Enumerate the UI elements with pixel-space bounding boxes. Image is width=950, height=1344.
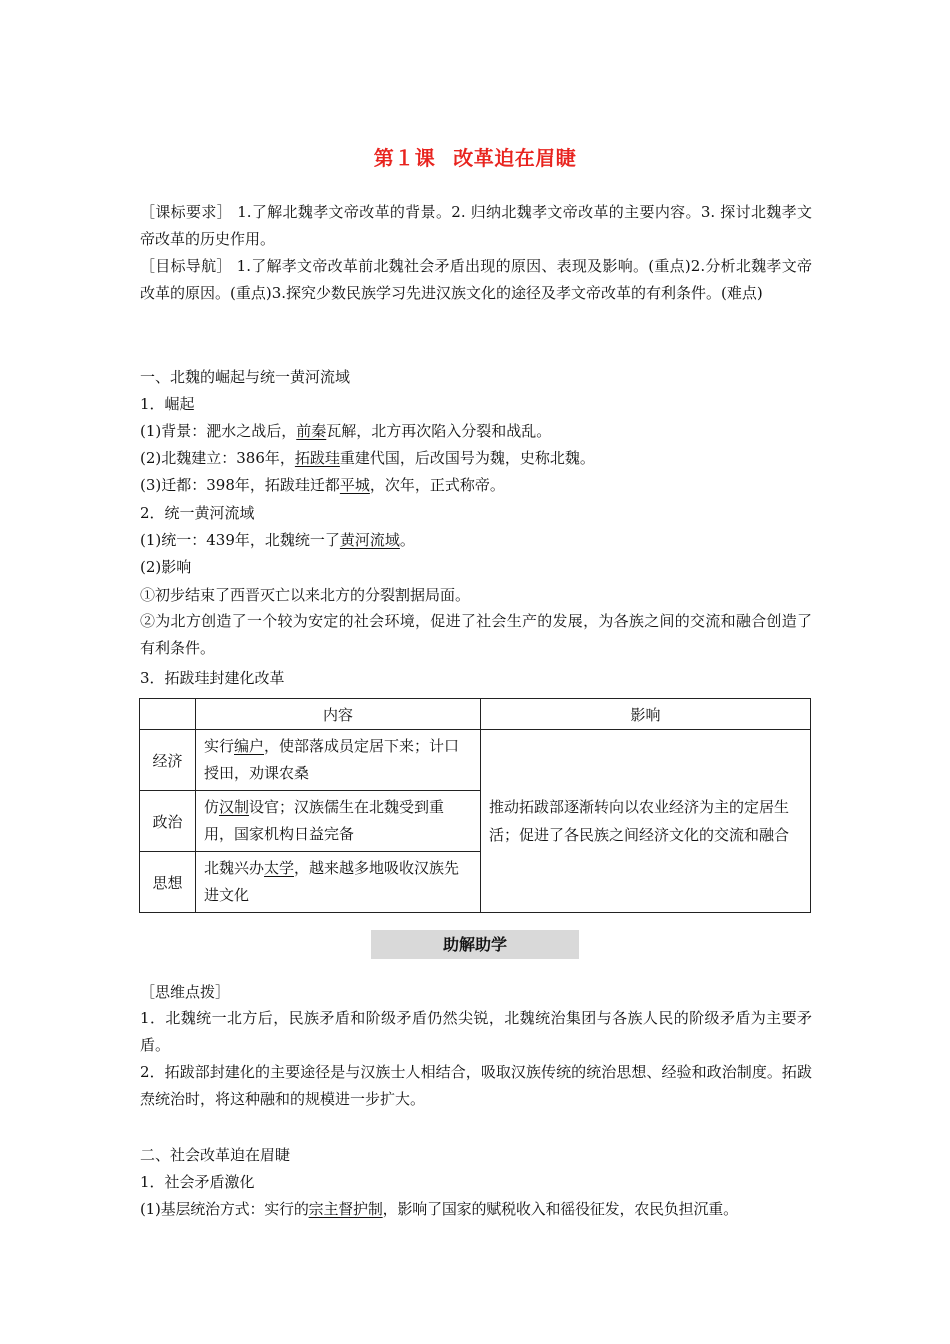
row-content: 仿汉制设官；汉族儒生在北魏受到重用，国家机构日益完备 (196, 791, 481, 852)
underlined-term: 宗主督护制 (308, 1200, 383, 1218)
underlined-term: 平城 (339, 476, 370, 494)
row-category: 思想 (140, 852, 196, 913)
lesson-number: 第１课 (373, 146, 436, 170)
learning-goals (140, 253, 812, 307)
row-category: 政治 (140, 791, 196, 852)
help-banner: 助解助学 (371, 930, 579, 959)
goal-text: 1.了解孝文帝改革前北魏社会矛盾出现的原因、表现及影响。(重点)2.分析北魏孝文帝改革的原因。(重点)3.探究少数民族学习先进汉族文化的途径及孝文帝改革的有利条件。(难点) (140, 257, 812, 302)
requirement-tag: ［课标要求］ (140, 203, 233, 221)
goal-tag: ［目标导航］ (140, 257, 232, 275)
section1-p6: ①初步结束了西晋灭亡以来北方的分裂割据局面。 (140, 586, 471, 604)
section1-p4: (1)统一：439年，北魏统一了黄河流域。 (140, 531, 415, 549)
section1-p1: (1)背景：淝水之战后，前秦瓦解，北方再次陷入分裂和战乱。 (140, 422, 552, 440)
table-header-impact: 影响 (481, 699, 811, 730)
section1-heading: 一、北魏的崛起与统一黄河流域 (140, 368, 351, 386)
table-header-empty (140, 699, 196, 730)
underlined-term: 编户 (234, 737, 265, 755)
section1-sub2: 2．统一黄河流域 (140, 504, 255, 522)
section1-sub1: 1．崛起 (140, 395, 195, 413)
row-content: 北魏兴办太学，越来越多地吸收汉族先进文化 (196, 852, 481, 913)
underlined-term: 前秦 (296, 422, 327, 440)
row-category: 经济 (140, 730, 196, 791)
curriculum-requirement (140, 199, 812, 253)
section2-sub1: 1．社会矛盾激化 (140, 1173, 255, 1191)
thinking-tag: ［思维点拨］ (140, 983, 231, 1001)
section2-heading: 二、社会改革迫在眉睫 (140, 1146, 291, 1164)
section1-sub3: 3．拓跋珪封建化改革 (140, 669, 285, 687)
underlined-term: 太学 (264, 859, 295, 877)
lesson-title (0, 144, 950, 172)
underlined-term: 黄河流域 (339, 531, 400, 549)
thinking-point-1: 1．北魏统一北方后，民族矛盾和阶级矛盾仍然尖锐，北魏统治集团与各族人民的阶级矛盾为主要矛盾。 (140, 1009, 812, 1054)
row-content: 实行编户，使部落成员定居下来；计口授田，劝课农桑 (196, 730, 481, 791)
section1-p3: (3)迁都：398年，拓跋珪迁都平城，次年，正式称帝。 (140, 476, 505, 494)
reform-impact: 推动拓跋部逐渐转向以农业经济为主的定居生活；促进了各民族之间经济文化的交流和融合 (481, 730, 811, 913)
section1-p7: ②为北方创造了一个较为安定的社会环境，促进了社会生产的发展，为各族之间的交流和融合创造了有利条件。 (140, 612, 812, 657)
underlined-term: 汉制 (219, 798, 250, 816)
section1-p2: (2)北魏建立：386年，拓跋珪重建代国，后改国号为魏，史称北魏。 (140, 449, 595, 467)
section2-p1: (1)基层统治方式：实行的宗主督护制，影响了国家的赋税收入和徭役征发，农民负担沉重。 (140, 1200, 738, 1218)
thinking-point-2: 2．拓跋部封建化的主要途径是与汉族士人相结合，吸取汉族传统的统治思想、经验和政治制度。拓跋焘统治时，将这种融和的规模进一步扩大。 (140, 1063, 812, 1108)
requirement-text: 1.了解北魏孝文帝改革的背景。2. 归纳北魏孝文帝改革的主要内容。3. 探讨北魏孝文帝改革的历史作用。 (140, 203, 812, 248)
table-row (140, 730, 811, 791)
underlined-term: 拓跋珪 (294, 449, 340, 467)
table-header-content: 内容 (196, 699, 481, 730)
section1-p5: (2)影响 (140, 558, 192, 576)
lesson-name: 改革迫在眉睫 (453, 146, 577, 170)
reform-table (139, 698, 811, 913)
table-header-row (140, 699, 811, 730)
